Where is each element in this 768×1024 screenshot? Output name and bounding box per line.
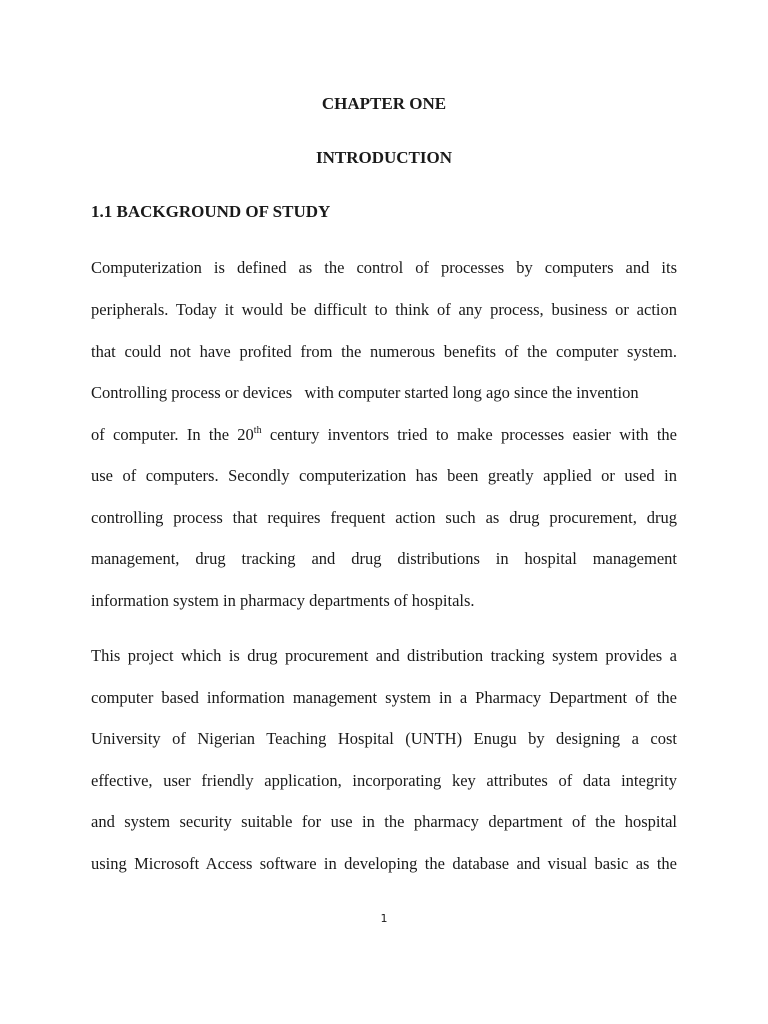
paragraph-line: and system security suitable for use in the pharmacy department of the hospital (91, 812, 677, 831)
paragraph-line-text: Controlling process or devices with computer started long ago since the invention (91, 383, 639, 402)
paragraph-line (91, 383, 677, 403)
superscript-ordinal: th (253, 425, 262, 436)
paragraph-line: effective, user friendly application, incorporating key attributes of data integrity (91, 771, 677, 790)
chapter-title: CHAPTER ONE (321, 94, 447, 113)
paragraph-line-text: century inventors tried to make processes easier with the (261, 425, 677, 444)
paragraph-line: Computerization is defined as the control of processes by computers and its (91, 258, 677, 277)
page-number: 1 (380, 912, 388, 925)
paragraph-line: information system in pharmacy departments of hospitals. (91, 591, 475, 610)
paragraph-line: University of Nigerian Teaching Hospital (UNTH) Enugu by designing a cost (91, 729, 677, 748)
paragraph-line (91, 425, 677, 445)
paragraph-line: computer based information management system in a Pharmacy Department of the (91, 688, 677, 707)
paragraph-line: This project which is drug procurement and distribution tracking system provides a (91, 646, 677, 665)
paragraph-line: controlling process that requires frequent action such as drug procurement, drug (91, 508, 677, 527)
chapter-subtitle: INTRODUCTION (315, 148, 453, 167)
section-heading: 1.1 BACKGROUND OF STUDY (91, 202, 331, 221)
paragraph-line: management, drug tracking and drug distributions in hospital management (91, 549, 677, 568)
paragraph-line-text: of computer. In the 20 (91, 425, 254, 444)
paragraph-line: using Microsoft Access software in developing the database and visual basic as the (91, 854, 677, 873)
paragraph-line: peripherals. Today it would be difficult to think of any process, business or action (91, 300, 677, 319)
paragraph-line: that could not have profited from the numerous benefits of the computer system. (91, 342, 677, 361)
paragraph-line: use of computers. Secondly computerization has been greatly applied or used in (91, 466, 677, 485)
